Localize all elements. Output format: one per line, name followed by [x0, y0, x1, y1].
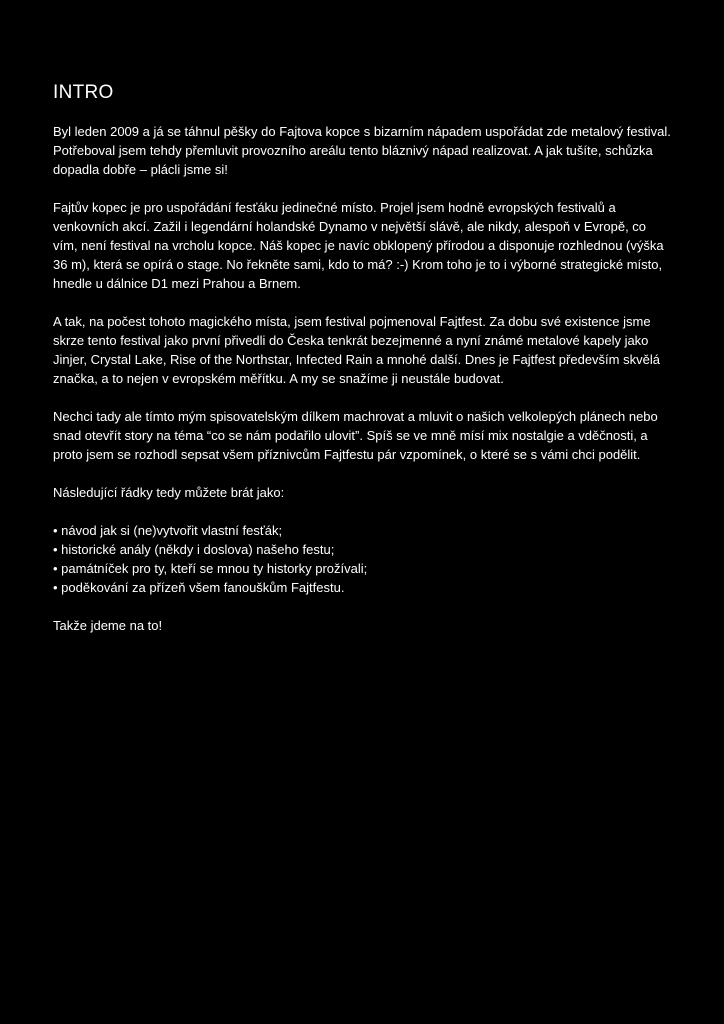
paragraph-3: A tak, na počest tohoto magického místa, jsem festival pojmenoval Fajtfest. Za dobu své existence jsme skrze tento festival jako první přivedli do Česka tenkrát bezejmenné a nyní známé metalové kapely jako Jinjer, Crystal Lake, Rise of the Northstar, Infected Rain a mnohé další. Dnes je Fajtfest především skvělá značka, a to nejen v evropském měřítku. A my se snažíme ji neustále budovat.	[53, 314, 660, 386]
closing-line: Takže jdeme na to!	[53, 618, 163, 633]
page-title: INTRO	[53, 82, 114, 103]
document-page	[53, 82, 673, 654]
paragraph-1: Byl leden 2009 a já se táhnul pěšky do Fajtova kopce s bizarním nápadem uspořádat zde metalový festival. Potřeboval jsem tehdy přemluvit provozního areálu tento bláznivý nápad realizovat. A jak tušíte, schůzka dopadla dobře – plácli jsme si!	[53, 124, 671, 177]
list-item: • poděkování za přízeň všem fanouškům Fajtfestu.	[53, 578, 673, 597]
list-item: • návod jak si (ne)vytvořit vlastní fesťák;	[53, 521, 673, 540]
paragraph-5: Následující řádky tedy můžete brát jako:	[53, 485, 285, 500]
list-item: • historické anály (někdy i doslova) našeho festu;	[53, 540, 673, 559]
paragraph-4: Nechci tady ale tímto mým spisovatelským dílkem machrovat a mluvit o našich velkolepých plánech nebo snad otevřít story na téma “co se nám podařilo ulovit”. Spíš se ve mně mísí mix nostalgie a vděčnosti, a proto jsem se rozhodl sepsat všem příznivcům Fajtfestu pár vzpomínek, o které se s vámi chci podělit.	[53, 409, 658, 462]
paragraph-2: Fajtův kopec je pro uspořádání fesťáku jedinečné místo. Projel jsem hodně evropských festivalů a venkovních akcí. Zažil i legendární holandské Dynamo v největší slávě, ale nikdy, alespoň v Evropě, co vím, není festival na vrcholu kopce. Náš kopec je navíc obklopený přírodou a disponuje rozhlednou (výška 36 m), která se opírá o stage. No řekněte sami, kdo to má? :-) Krom toho je to i výborné strategické místo, hnedle u dálnice D1 mezi Prahou a Brnem.	[53, 200, 664, 291]
list-item: • památníček pro ty, kteří se mnou ty historky prožívali;	[53, 559, 673, 578]
bullet-list	[53, 521, 673, 597]
